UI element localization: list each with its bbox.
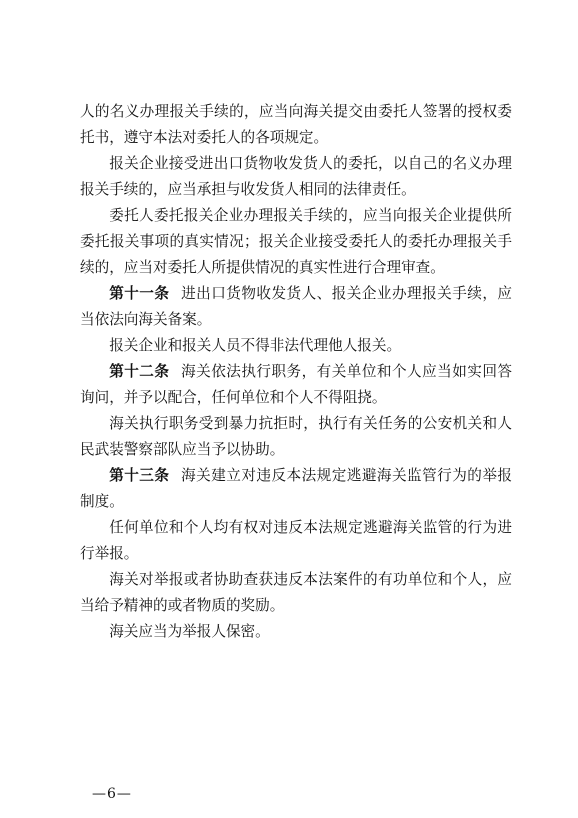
paragraph xyxy=(80,411,512,463)
article-number: 第十三条 xyxy=(109,467,170,484)
paragraph xyxy=(80,567,512,619)
paragraph-text: 海关应当为举报人保密。 xyxy=(109,623,270,640)
article-paragraph xyxy=(80,463,512,515)
article-paragraph xyxy=(80,359,512,411)
paragraph-text: 报关企业接受进出口货物收发货人的委托，以自己的名义办理报关手续的，应当承担与收发货人相同的法律责任。 xyxy=(80,155,512,198)
paragraph-text: 海关对举报或者协助查获违反本法案件的有功单位和个人，应当给予精神的或者物质的奖励。 xyxy=(80,571,512,614)
paragraph xyxy=(80,99,512,151)
paragraph-text: 人的名义办理报关手续的，应当向海关提交由委托人签署的授权委托书，遵守本法对委托人的各项规定。 xyxy=(80,103,512,146)
paragraph-text: 海关依法执行职务，有关单位和个人应当如实回答询问，并予以配合，任何单位和个人不得阻挠。 xyxy=(80,363,512,406)
article-number: 第十一条 xyxy=(109,285,170,302)
paragraph xyxy=(80,619,512,645)
paragraph xyxy=(80,515,512,567)
paragraph xyxy=(80,333,512,359)
document-body xyxy=(80,99,512,645)
article-number: 第十二条 xyxy=(109,363,170,380)
article-paragraph xyxy=(80,281,512,333)
paragraph-text: 海关建立对违反本法规定逃避海关监管行为的举报制度。 xyxy=(80,467,512,510)
page-number: —6— xyxy=(92,786,132,802)
paragraph-text: 报关企业和报关人员不得非法代理他人报关。 xyxy=(109,337,402,354)
paragraph-text: 任何单位和个人均有权对违反本法规定逃避海关监管的行为进行举报。 xyxy=(80,519,512,562)
paragraph xyxy=(80,151,512,203)
paragraph xyxy=(80,203,512,281)
paragraph-text: 委托人委托报关企业办理报关手续的，应当向报关企业提供所委托报关事项的真实情况；报关企业接受委托人的委托办理报关手续的，应当对委托人所提供情况的真实性进行合理审查。 xyxy=(80,207,512,276)
paragraph-text: 海关执行职务受到暴力抗拒时，执行有关任务的公安机关和人民武装警察部队应当予以协助。 xyxy=(80,415,512,458)
paragraph-text: 进出口货物收发货人、报关企业办理报关手续，应当依法向海关备案。 xyxy=(80,285,512,328)
